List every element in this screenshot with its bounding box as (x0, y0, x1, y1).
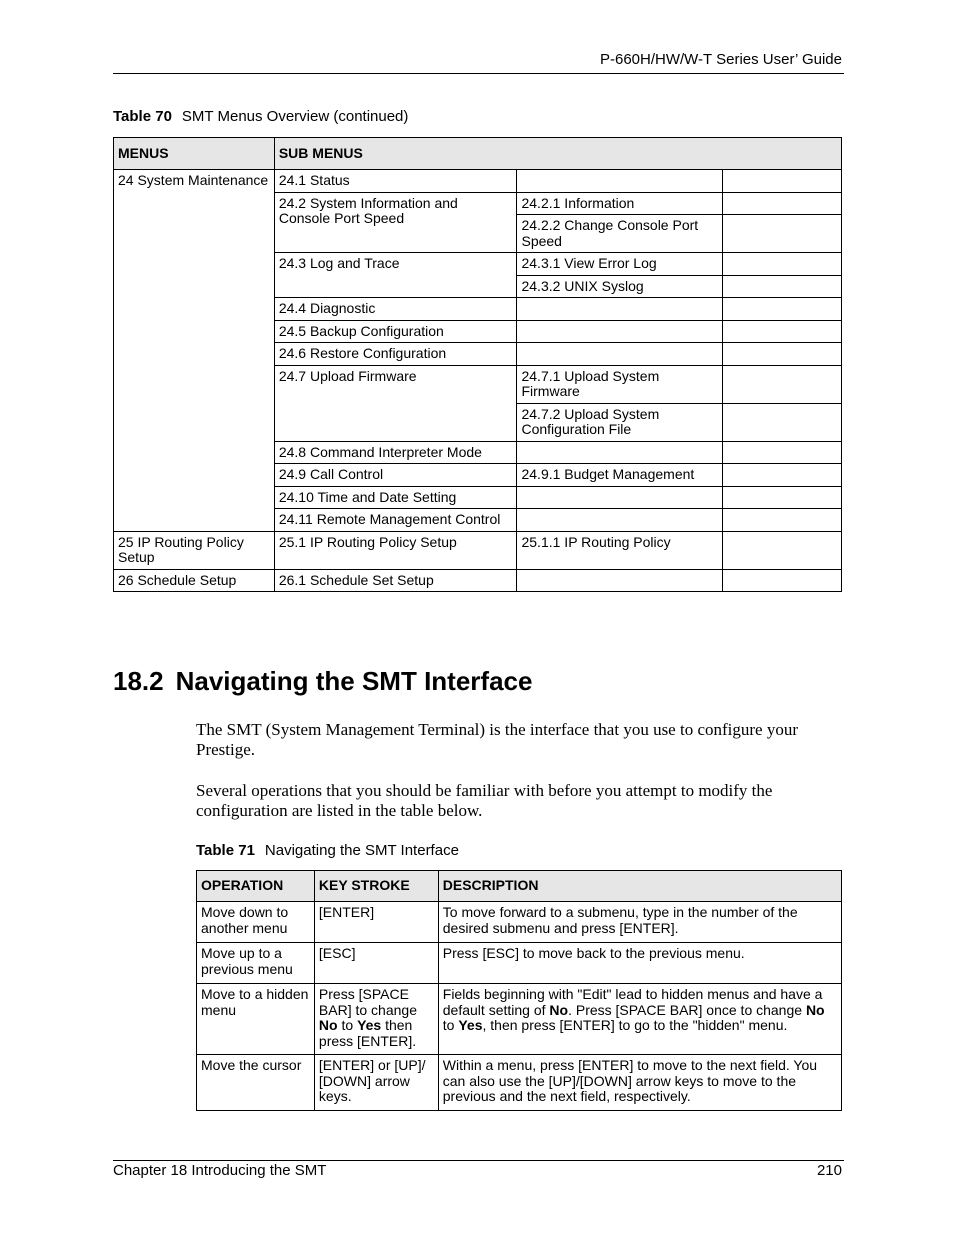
empty-cell (723, 403, 842, 441)
section-title: Navigating the SMT Interface (175, 666, 533, 696)
subsubmenu-cell: 24.7.2 Upload System Configuration File (517, 403, 723, 441)
header-submenus: SUB MENUS (274, 138, 841, 170)
empty-cell (723, 464, 842, 487)
submenu-cell: 24.5 Backup Configuration (274, 320, 517, 343)
submenu-cell: 24.3 Log and Trace (274, 253, 517, 298)
subsubmenu-cell (517, 320, 723, 343)
table-row (114, 170, 842, 193)
subsubmenu-cell: 24.7.1 Upload System Firmware (517, 365, 723, 403)
table71-caption-label: Table 71 (196, 842, 255, 859)
operation-cell: Move up to a previous menu (197, 943, 315, 984)
keystroke-cell: [ENTER] or [UP]/ [DOWN] arrow keys. (314, 1055, 438, 1111)
submenu-cell: 24.11 Remote Management Control (274, 509, 517, 532)
keystroke-text: to (337, 1017, 358, 1033)
operation-cell: Move down to another menu (197, 902, 315, 943)
subsubmenu-cell: 24.2.1 Information (517, 192, 723, 215)
table-header-row (197, 871, 842, 902)
description-text: . Press [SPACE BAR] once to change (568, 1001, 806, 1018)
submenu-cell: 24.4 Diagnostic (274, 298, 517, 321)
description-no: No (549, 1001, 569, 1018)
empty-cell (723, 170, 842, 193)
table-row (114, 531, 842, 569)
footer-page-number: 210 (816, 1162, 842, 1179)
table-row (197, 1055, 842, 1111)
subsubmenu-cell: 24.3.1 View Error Log (517, 253, 723, 276)
menu-cell: 24 System Maintenance (114, 170, 275, 532)
section-heading (113, 666, 532, 697)
table70-caption-text: SMT Menus Overview (continued) (181, 108, 409, 125)
description-text: Fields beginning with "Edit" lead to hidden menus and have a default setting of (442, 986, 823, 1018)
empty-cell (723, 569, 842, 592)
empty-cell (723, 509, 842, 532)
menu-cell: 26 Schedule Setup (114, 569, 275, 592)
subsubmenu-cell: 25.1.1 IP Routing Policy (517, 531, 723, 569)
keystroke-yes: Yes (357, 1017, 382, 1033)
subsubmenu-cell (517, 509, 723, 532)
operation-cell: Move to a hidden menu (197, 984, 315, 1055)
header-operation: OPERATION (197, 871, 315, 902)
empty-cell (723, 531, 842, 569)
submenu-cell: 24.1 Status (274, 170, 517, 193)
empty-cell (723, 215, 842, 253)
table71-caption-text: Navigating the SMT Interface (264, 842, 459, 859)
table70-caption-label: Table 70 (113, 108, 172, 125)
subsubmenu-cell: 24.3.2 UNIX Syslog (517, 275, 723, 298)
subsubmenu-cell (517, 486, 723, 509)
empty-cell (723, 320, 842, 343)
submenu-cell: 24.6 Restore Configuration (274, 343, 517, 366)
empty-cell (723, 441, 842, 464)
description-no: No (805, 1001, 825, 1018)
empty-cell (723, 486, 842, 509)
submenu-cell: 24.9 Call Control (274, 464, 517, 487)
keystroke-cell (314, 984, 438, 1055)
operation-cell: Move the cursor (197, 1055, 315, 1111)
footer-rule (113, 1160, 844, 1161)
subsubmenu-cell (517, 298, 723, 321)
table-row (197, 943, 842, 984)
smt-menus-overview-table (113, 137, 842, 592)
table70-caption (113, 108, 408, 125)
empty-cell (723, 192, 842, 215)
subsubmenu-cell: 24.2.2 Change Console Port Speed (517, 215, 723, 253)
keystroke-text: then press [ENTER]. (318, 1017, 417, 1049)
menu-cell: 25 IP Routing Policy Setup (114, 531, 275, 569)
description-cell: To move forward to a submenu, type in the number of the desired submenu and press [ENTER]. (438, 902, 841, 943)
navigating-smt-table (196, 870, 842, 1111)
empty-cell (723, 365, 842, 403)
subsubmenu-cell (517, 441, 723, 464)
submenu-cell: 26.1 Schedule Set Setup (274, 569, 517, 592)
footer-chapter: Chapter 18 Introducing the SMT (113, 1162, 327, 1179)
empty-cell (723, 343, 842, 366)
subsubmenu-cell (517, 343, 723, 366)
operations-paragraph: Several operations that you should be familiar with before you attempt to modify the configuration are listed in the table below. (196, 781, 773, 820)
keystroke-cell: [ESC] (314, 943, 438, 984)
description-cell: Press [ESC] to move back to the previous menu. (438, 943, 841, 984)
table-row (114, 569, 842, 592)
submenu-cell: 25.1 IP Routing Policy Setup (274, 531, 517, 569)
description-text: to (442, 1017, 459, 1033)
subsubmenu-cell (517, 569, 723, 592)
description-cell (438, 984, 841, 1055)
table-row (197, 902, 842, 943)
description-cell: Within a menu, press [ENTER] to move to the next field. You can also use the [UP]/[DOWN] arrow keys to move to the previous and the next field, respectively. (438, 1055, 841, 1111)
subsubmenu-cell (517, 170, 723, 193)
header-menus: MENUS (114, 138, 275, 170)
subsubmenu-cell: 24.9.1 Budget Management (517, 464, 723, 487)
empty-cell (723, 298, 842, 321)
submenu-cell: 24.7 Upload Firmware (274, 365, 517, 441)
description-yes: Yes (458, 1017, 483, 1033)
table71-caption (196, 842, 459, 859)
description-text: , then press [ENTER] to go to the "hidden" menu. (482, 1017, 788, 1033)
empty-cell (723, 253, 842, 276)
keystroke-text: Press [SPACE BAR] to change (318, 986, 417, 1018)
submenu-cell: 24.10 Time and Date Setting (274, 486, 517, 509)
header-rule (113, 73, 844, 74)
running-header-title: P-660H/HW/W-T Series User’ Guide (599, 51, 842, 68)
intro-paragraph: The SMT (System Management Terminal) is the interface that you use to configure your Prestige. (196, 720, 798, 759)
section-number: 18.2 (113, 666, 164, 696)
header-keystroke: KEY STROKE (314, 871, 438, 902)
submenu-cell: 24.8 Command Interpreter Mode (274, 441, 517, 464)
submenu-cell: 24.2 System Information and Console Port Speed (274, 192, 517, 253)
table-row (197, 984, 842, 1055)
keystroke-no: No (318, 1017, 338, 1033)
table-header-row (114, 138, 842, 170)
empty-cell (723, 275, 842, 298)
header-description: DESCRIPTION (438, 871, 841, 902)
keystroke-cell: [ENTER] (314, 902, 438, 943)
